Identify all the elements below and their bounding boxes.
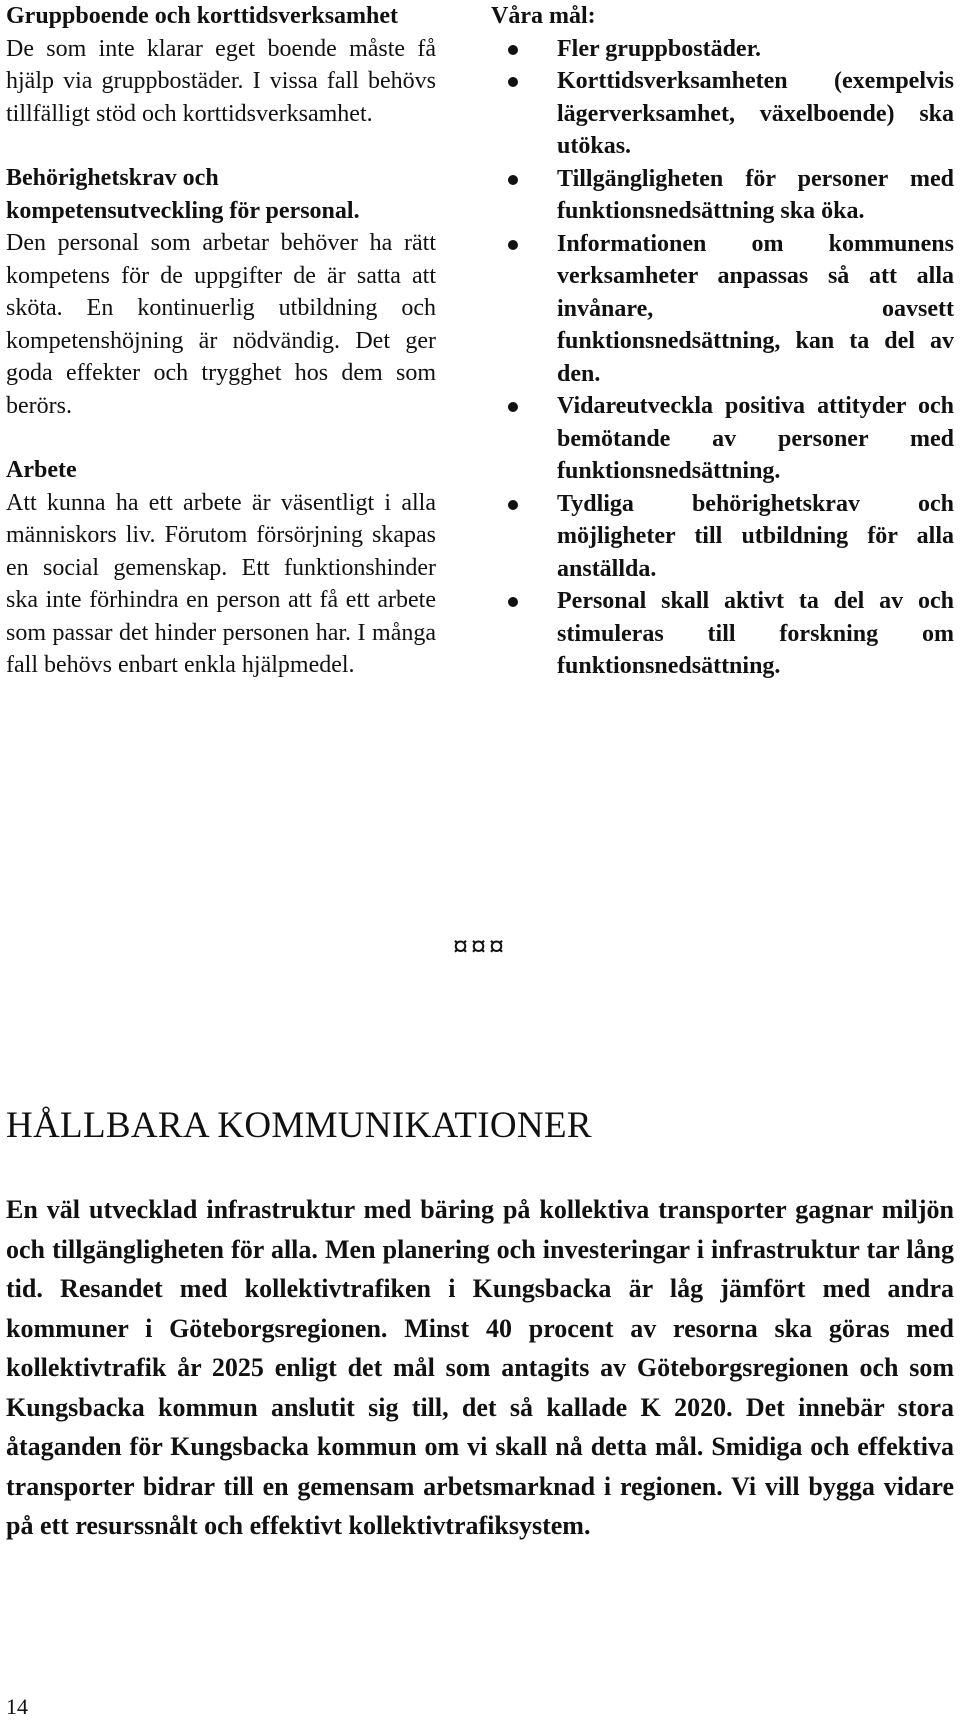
- bullet-icon: [508, 175, 518, 185]
- work-heading: Arbete: [6, 457, 77, 483]
- goal-item: [491, 585, 954, 683]
- housing-block: [6, 0, 436, 130]
- goal-text: Tillgängligheten för personer med funktionsnedsättning ska öka.: [557, 165, 954, 224]
- goal-text: Korttidsverksamheten (exempelvis lägerverksamhet, växelboende) ska utökas.: [557, 68, 954, 159]
- goal-item: [491, 488, 954, 586]
- staff-text: Den personal som arbetar behöver ha rätt kompetens för de uppgifter de är satta att sköta. En kontinuerlig utbildning och kompetenshöjning är nödvändig. Det ger goda effekter och trygghet hos dem som berörs.: [6, 230, 436, 419]
- housing-text: De som inte klarar eget boende måste få hjälp via gruppbostäder. I vissa fall behövs tillfälligt stöd och korttidsverksamhet.: [6, 35, 436, 127]
- goals-list: [491, 33, 954, 683]
- goal-item: [491, 390, 954, 488]
- bullet-icon: [508, 402, 518, 412]
- staff-heading: Behörighetskrav och kompetensutveckling för personal.: [6, 165, 360, 224]
- goal-item: [491, 163, 954, 228]
- housing-heading: Gruppboende och korttidsverksamhet: [6, 3, 399, 29]
- section-separator: ¤¤¤: [453, 930, 507, 963]
- bullet-icon: [508, 240, 518, 250]
- goal-text: Tydliga behörighetskrav och möjligheter till utbildning för alla anställda.: [557, 490, 954, 582]
- goal-text: Fler gruppbostäder.: [557, 35, 762, 62]
- goal-item: [491, 228, 954, 391]
- goal-text: Informationen om kommunens verksamheter anpassas så att alla invånare, oavsett funktionsnedsättning, kan ta del av den.: [557, 230, 954, 387]
- goal-text: Vidareutveckla positiva attityder och bemötande av personer med funktionsnedsättning.: [557, 393, 954, 484]
- bullet-icon: [508, 597, 518, 607]
- page-number: 14: [6, 1694, 28, 1719]
- left-column: [6, 0, 436, 714]
- bullet-icon: [508, 500, 518, 510]
- bullet-icon: [508, 45, 518, 55]
- goals-column: [491, 0, 954, 683]
- work-text: Att kunna ha ett arbete är väsentligt i alla människors liv. Förutom försörjning skapas en social gemenskap. Ett funktionshinder ska inte förhindra en person att få ett arbete som passar det hinder personen har. I många fall behövs enbart enkla hjälpmedel.: [6, 489, 436, 678]
- staff-block: [6, 162, 436, 422]
- bullet-icon: [508, 77, 518, 87]
- goal-item: [491, 33, 954, 66]
- goal-text: Personal skall aktivt ta del av och stimuleras till forskning om funktionsnedsättning.: [557, 588, 954, 679]
- goals-title: Våra mål:: [491, 3, 596, 29]
- goal-item: [491, 65, 954, 163]
- work-block: [6, 454, 436, 682]
- section-title: HÅLLBARA KOMMUNIKATIONER: [6, 1105, 592, 1146]
- section-text: En väl utvecklad infrastruktur med bäring på kollektiva transporter gagnar miljön och tillgängligheten för alla. Men planering och investeringar i infrastruktur tar lång tid. Resandet med kollektivtrafiken i Kungsbacka är låg jämfört med andra kommuner i Göteborgsregionen. Minst 40 procent av resorna ska göras med kollektivtrafik år 2025 enligt det mål som antagits av Göteborgsregionen och som Kungsbacka kommun anslutit sig till, det så kallade K 2020. Det innebär stora åtaganden för Kungsbacka kommun om vi skall nå detta mål. Smidiga och effektiva transporter bidrar till en gemensam arbetsmarknad i regionen. Vi vill bygga vidare på ett resurssnålt och effektivt kollektivtrafiksystem.: [6, 1195, 954, 1540]
